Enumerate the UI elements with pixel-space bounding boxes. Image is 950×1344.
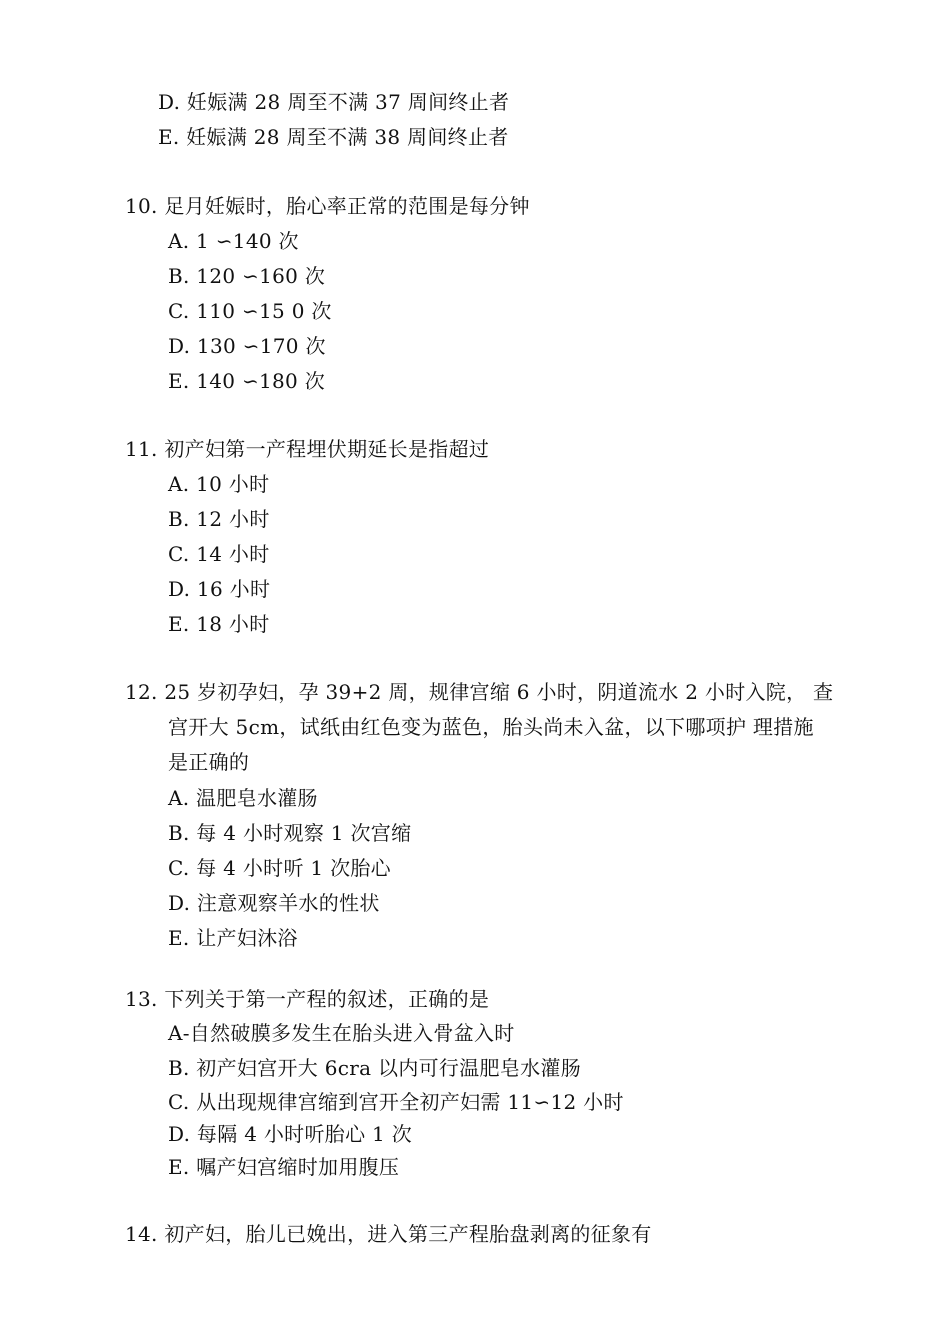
q13-option-c: C. 从出现规律宫缩到宫开全初产妇需 11∽12 小时: [168, 1090, 624, 1114]
q11-option-a: A. 10 小时: [168, 472, 270, 496]
q10-option-b: B. 120 ∽160 次: [168, 264, 326, 288]
q12-option-e: E. 让产妇沐浴: [168, 926, 298, 950]
q10-option-e: E. 140 ∽180 次: [168, 369, 326, 393]
q13-option-e: E. 嘱产妇宫缩时加用腹压: [168, 1155, 400, 1179]
q11-option-c: C. 14 小时: [168, 542, 270, 566]
q13-stem: 13. 下列关于第一产程的叙述，正确的是: [125, 987, 490, 1011]
q9-option-e: E. 妊娠满 28 周至不满 38 周间终止者: [158, 125, 509, 149]
q11-option-b: B. 12 小时: [168, 507, 270, 531]
q10-stem: 10. 足月妊娠时，胎心率正常的范围是每分钟: [125, 194, 530, 218]
q12-option-b: B. 每 4 小时观察 1 次宫缩: [168, 821, 412, 845]
q12-stem-line2: 宫开大 5cm，试纸由红色变为蓝色，胎头尚未入盆，以下哪项护 理措施: [168, 715, 814, 739]
q13-option-a: A-自然破膜多发生在胎头进入骨盆入时: [168, 1021, 515, 1045]
q11-option-d: D. 16 小时: [168, 577, 271, 601]
q10-option-d: D. 130 ∽170 次: [168, 334, 326, 358]
q12-stem-line3: 是正确的: [168, 750, 250, 774]
q10-option-a: A. 1 ∽140 次: [168, 229, 299, 253]
q12-option-d: D. 注意观察羊水的性状: [168, 891, 380, 915]
q12-option-a: A. 温肥皂水灌肠: [168, 786, 318, 810]
q9-option-d: D. 妊娠满 28 周至不满 37 周间终止者: [158, 90, 510, 114]
q11-option-e: E. 18 小时: [168, 612, 270, 636]
q13-option-d: D. 每隔 4 小时听胎心 1 次: [168, 1122, 413, 1146]
q12-option-c: C. 每 4 小时听 1 次胎心: [168, 856, 391, 880]
q14-stem: 14. 初产妇，胎儿已娩出，进入第三产程胎盘剥离的征象有: [125, 1222, 652, 1246]
q12-stem-line1: 12. 25 岁初孕妇，孕 39+2 周，规律宫缩 6 小时，阴道流水 2 小时入院， 查: [125, 680, 834, 704]
q13-option-b: B. 初产妇宫开大 6cra 以内可行温肥皂水灌肠: [168, 1056, 582, 1080]
q11-stem: 11. 初产妇第一产程埋伏期延长是指超过: [125, 437, 490, 461]
q10-option-c: C. 110 ∽15 0 次: [168, 299, 332, 323]
